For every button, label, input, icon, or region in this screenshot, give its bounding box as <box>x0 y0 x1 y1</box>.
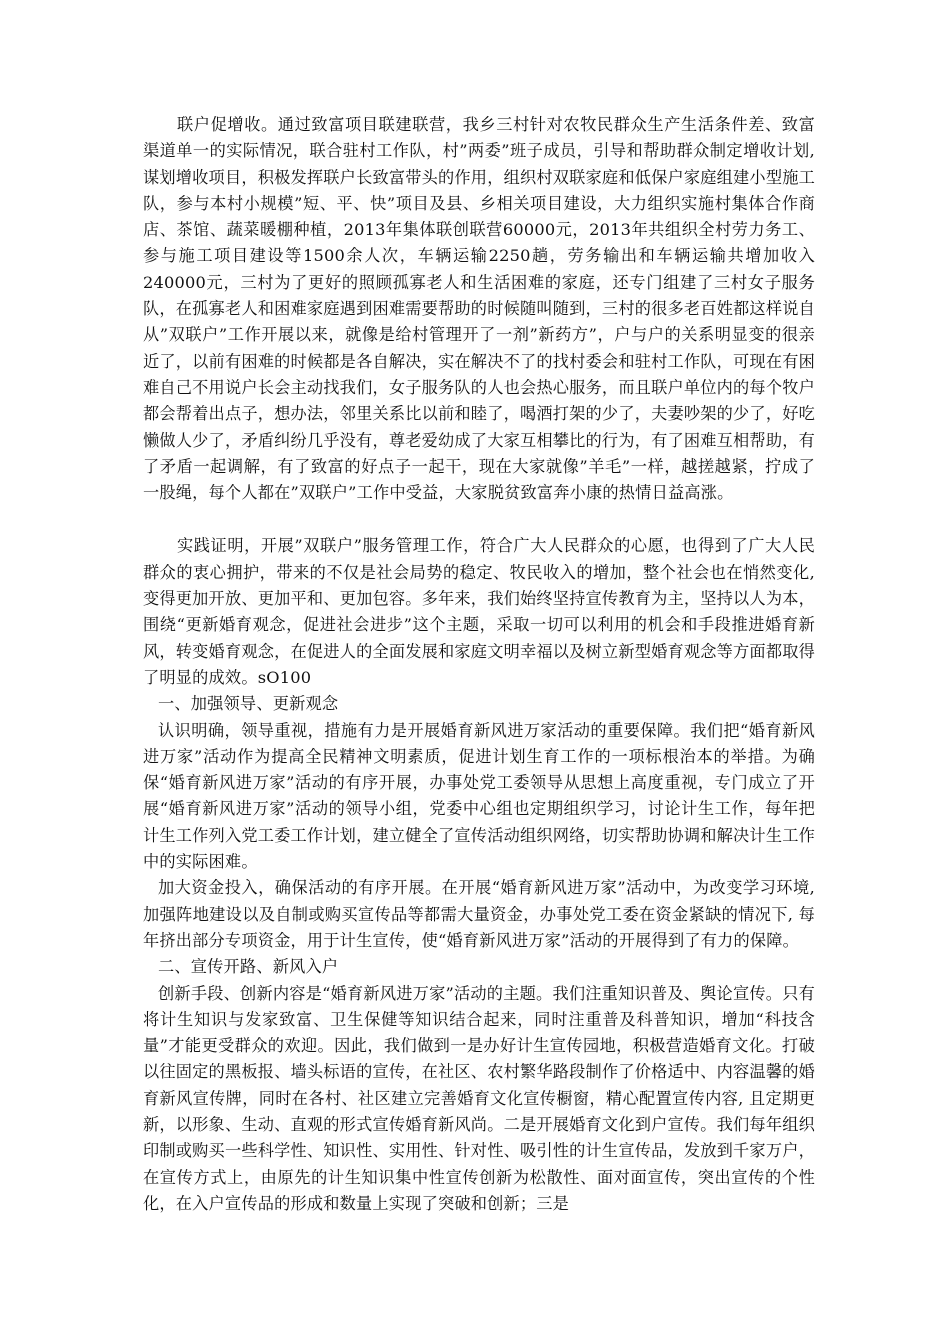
paragraph-leadership-emphasis: 认识明确，领导重视，措施有力是开展婚育新风进万家活动的重要保障。我们把“婚育新风进万家”活动作为提高全民精神文明素质，促进计划生育工作的一项标根治本的举措。为确保“婚育新风进万家”活动的有序开展，办事处党工委领导从思想上高度重视，专门成立了开展“婚育新风进万家”活动的领导小组，党委中心组也定期组织学习，讨论计生工作，每年把计生工作列入党工委工作计划，建立健全了宣传活动组织网络，切实帮助协调和解决计生工作中的实际困难。 <box>143 720 815 872</box>
paragraph-spacer <box>143 506 815 533</box>
paragraph-innovation-means: 创新手段、创新内容是“婚育新风进万家”活动的主题。我们注重知识普及、舆论宣传。只有将计生知识与发家致富、卫生保健等知识结合起来，同时注重普及科普知识，增加“科技含量”才能更受群众的欢迎。因此，我们做到一是办好计生宣传园地，积极营造婚育文化。打破以往固定的黑板报、墙头标语的宣传，在社区、农村繁华路段制作了价格适中、内容温馨的婚育新风宣传牌，同时在各村、社区建立完善婚育文化宣传橱窗，精心配置宣传内容, 且定期更新，以形象、生动、直观的形式宣传婚育新风尚。二是开展婚育文化到户宣传。我们每年组织印制或购买一些科学性、知识性、实用性、针对性、吸引性的计生宣传品，发放到千家万户，在宣传方式上，由原先的计生知识集中性宣传创新为松散性、面对面宣传，突出宣传的个性化，在入户宣传品的形成和数量上实现了突破和创新；三是 <box>143 983 815 1213</box>
paragraph-household-income: 联户促增收。通过致富项目联建联营，我乡三村针对农牧民群众生产生活条件差、致富渠道单一的实际情况，联合驻村工作队，村”两委”班子成员，引导和帮助群众制定增收计划, 谋划增收项目，积极发挥联户长致富带头的作用，组织村双联家庭和低保户家庭组建小型施工队，参与本村小规模”短、平、快”项目及县、乡相关项目建设，大力组织实施村集体合作商店、茶馆、蔬菜暖棚种植，2013年集体联创联营60000元，2013年共组织全村劳力务工、参与施工项目建设等1500余人次，车辆运输2250趟，劳务输出和车辆运输共增加收入240000元，三村为了更好的照顾孤寡老人和生活困难的家庭，还专门组建了三村女子服务队，在孤寡老人和困难家庭遇到困难需要帮助的时候随叫随到，三村的很多老百姓都这样说自从”双联户”工作开展以来，就像是给村管理开了一剂”新药方”，户与户的关系明显变的很亲近了，以前有困难的时候都是各自解决，实在解决不了的找村委会和驻村工作队，可现在有困难自己不用说户长会主动找我们，女子服务队的人也会热心服务，而且联户单位内的每个牧户都会帮着出点子，想办法，邻里关系比以前和睦了，喝酒打架的少了，夫妻吵架的少了，好吃懒做人少了，矛盾纠纷几乎没有，尊老爱幼成了大家互相攀比的行为，有了困难互相帮助，有了矛盾一起调解，有了致富的好点子一起干，现在大家就像”羊毛”一样，越搓越紧，拧成了一股绳，每个人都在”双联户”工作中受益，大家脱贫致富奔小康的热情日益高涨。 <box>143 115 815 503</box>
section-heading-publicity: 二、宣传开路、新风入户 <box>158 957 339 977</box>
paragraph-funding-investment: 加大资金投入，确保活动的有序开展。在开展“婚育新风进万家”活动中，为改变学习环境, 加强阵地建设以及自制或购买宣传品等都需大量资金，办事处党工委在资金紧缺的情况下, 每年挤出部分专项资金，用于计生宣传，使“婚育新风进万家”活动的开展得到了有力的保障。 <box>143 878 815 950</box>
paragraph-practice-proof: 实践证明，开展”双联户”服务管理工作，符合广大人民群众的心愿，也得到了广大人民群众的衷心拥护，带来的不仅是社会局势的稳定、牧民收入的增加，整个社会也在悄然变化, 变得更加开放、更加平和、更加包容。多年来，我们始终坚持宣传教育为主，坚持以人为本，围绕“更新婚育观念，促进社会进步”这个主题，采取一切可以利用的机会和手段推进婚育新风，转变婚育观念，在促进人的全面发展和家庭文明幸福以及树立新型婚育观念等方面都取得了明显的成效。sO100 <box>143 536 815 687</box>
section-heading-leadership: 一、加强领导、更新观念 <box>158 694 339 714</box>
document-body <box>143 112 815 1217</box>
